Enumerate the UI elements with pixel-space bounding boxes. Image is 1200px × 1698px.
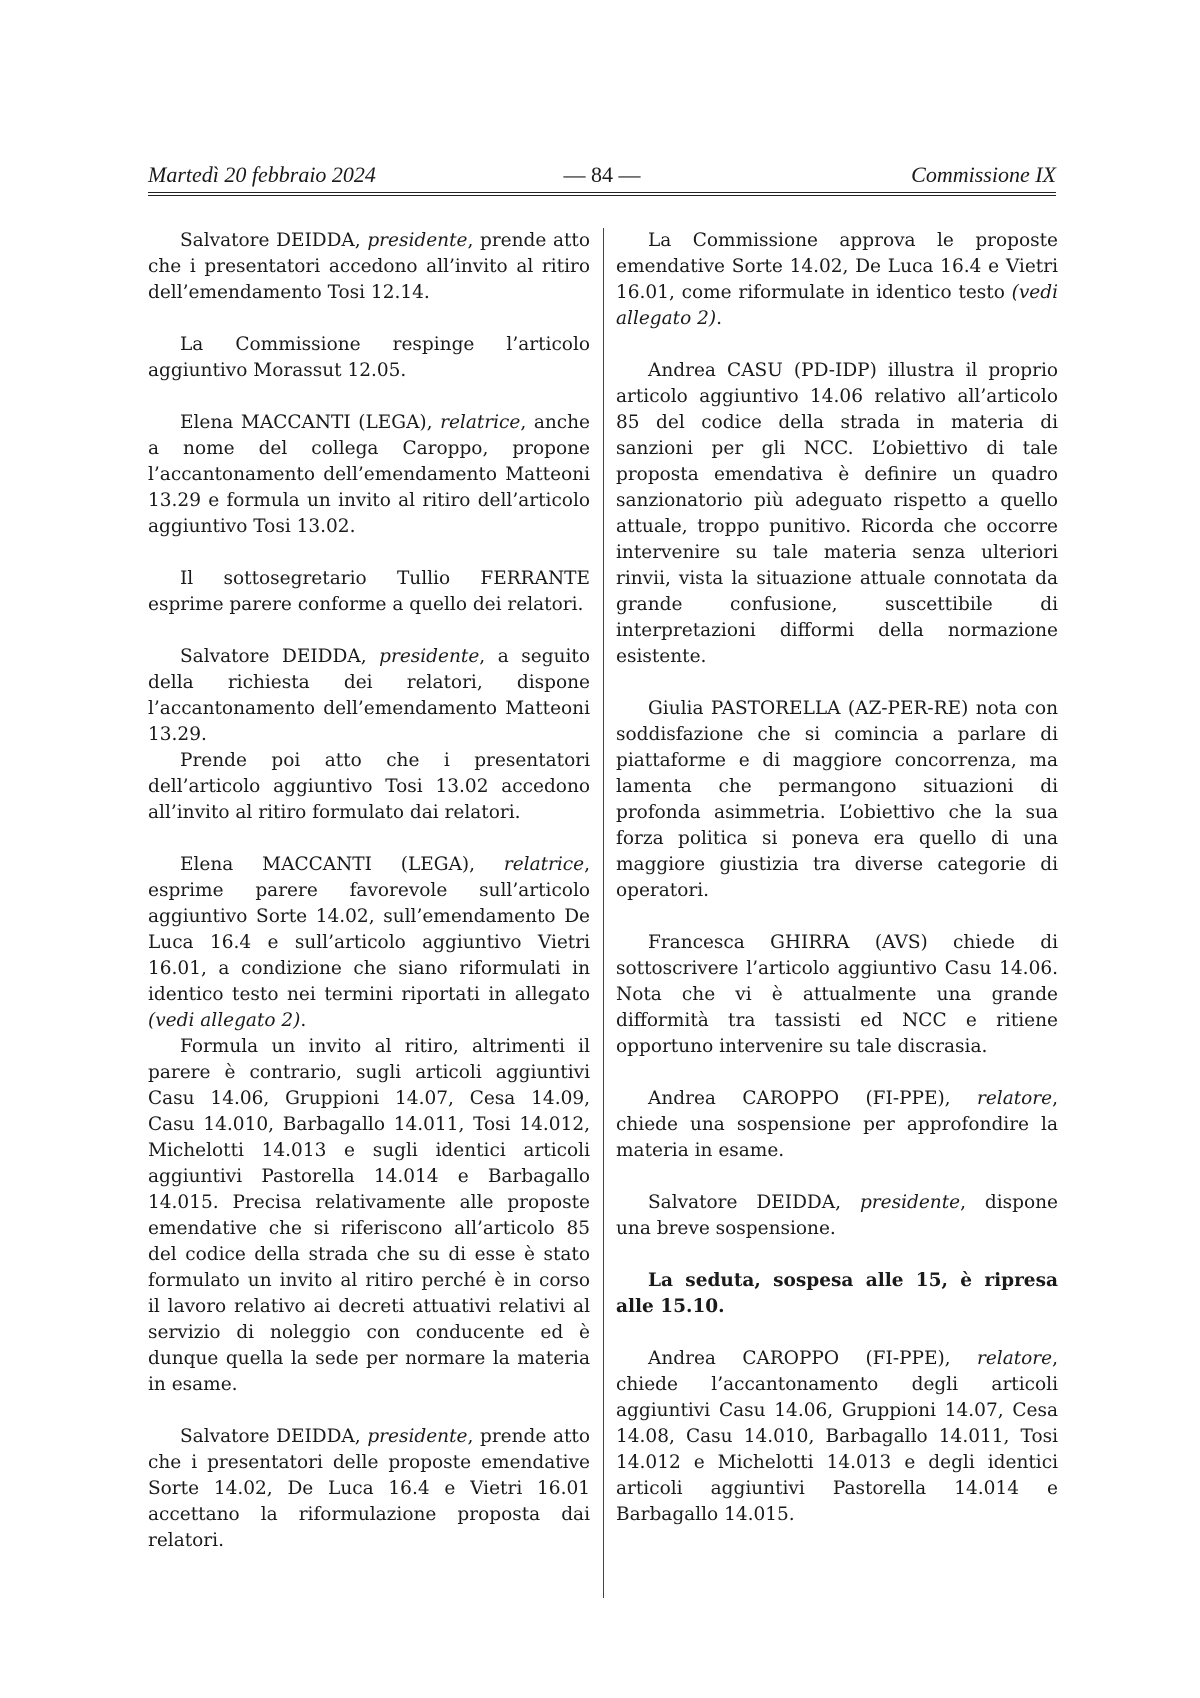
paragraph: La Commissione approva le proposte emendative Sorte 14.02, De Luca 16.4 e Vietri 16.01, come riformulate in identico testo (vedi allegato 2). <box>616 230 1058 329</box>
header-commission: Commissione IX <box>911 162 1056 187</box>
paragraph: Giulia PASTORELLA (AZ-PER-RE) nota con soddisfazione che si comincia a parlare di piattaforme e di maggiore concorrenza, ma lamenta che permangono situazioni di profonda asimmetria. L’obiettivo che la sua forza politica si poneva era quello di una maggiore giustizia tra diverse categorie di operatori. <box>616 698 1058 901</box>
paragraph: Francesca GHIRRA (AVS) chiede di sottoscrivere l’articolo aggiuntivo Casu 14.06. Nota che vi è attualmente una grande difformità tra tassisti ed NCC e ritiene opportuno intervenire su tale discrasia. <box>616 932 1058 1057</box>
header-rule-top <box>148 192 1056 193</box>
paragraph: Salvatore DEIDDA, presidente, prende atto che i presentatori accedono all’invito al ritiro dell’emendamento Tosi 12.14. <box>148 230 590 303</box>
paragraph: Andrea CAROPPO (FI-PPE), relatore, chiede una sospensione per approfondire la materia in esame. <box>616 1088 1058 1161</box>
paragraph: Andrea CAROPPO (FI-PPE), relatore, chiede l’accantonamento degli articoli aggiuntivi Casu 14.06, Gruppioni 14.07, Cesa 14.08, Casu 14.010, Barbagallo 14.011, Tosi 14.012 e Michelotti 14.013 e degli identici articoli aggiuntivi Pastorella 14.014 e Barbagallo 14.015. <box>616 1348 1058 1525</box>
session-note: La seduta, sospesa alle 15, è ripresa alle 15.10. <box>616 1270 1058 1317</box>
header-rule-bottom <box>148 195 1056 196</box>
paragraph: Salvatore DEIDDA, presidente, prende atto che i presentatori delle proposte emendative Sorte 14.02, De Luca 16.4 e Vietri 16.01 accettano la riformulazione proposta dai relatori. <box>148 1426 590 1551</box>
page-header <box>148 162 1056 192</box>
paragraph: Elena MACCANTI (LEGA), relatrice, anche a nome del collega Caroppo, propone l’accantonamento dell’emendamento Matteoni 13.29 e formula un invito al ritiro dell’articolo aggiuntivo Tosi 13.02. <box>148 412 590 537</box>
paragraph: Il sottosegretario Tullio FERRANTE esprime parere conforme a quello dei relatori. <box>148 568 590 615</box>
left-column <box>148 228 590 1580</box>
paragraph: Formula un invito al ritiro, altrimenti il parere è contrario, sugli articoli aggiuntivi Casu 14.06, Gruppioni 14.07, Cesa 14.09, Casu 14.010, Barbagallo 14.011, Tosi 14.012, Michelotti 14.013 e sugli identici articoli aggiuntivi Pastorella 14.014 e Barbagallo 14.015. Precisa relativamente alle proposte emendative che si riferiscono all’articolo 85 del codice della strada che su di esse è stato formulato un invito al ritiro perché è in corso il lavoro relativo ai decreti attuativi relativi al servizio di noleggio con conducente ed è dunque quella la sede per normare la materia in esame. <box>148 1036 590 1395</box>
paragraph: Prende poi atto che i presentatori dell’articolo aggiuntivo Tosi 13.02 accedono all’invito al ritiro formulato dai relatori. <box>148 750 590 823</box>
right-column <box>616 228 1058 1554</box>
column-divider <box>603 228 604 1598</box>
paragraph: Andrea CASU (PD-IDP) illustra il proprio articolo aggiuntivo 14.06 relativo all’articolo 85 del codice della strada in materia di sanzioni per gli NCC. L’obiettivo di tale proposta emendativa è definire un quadro sanzionatorio più adeguato rispetto a quello attuale, troppo punitivo. Ricorda che occorre intervenire su tale materia senza ulteriori rinvii, vista la situazione attuale connotata da grande confusione, suscettibile di interpretazioni difformi della normazione esistente. <box>616 360 1058 667</box>
paragraph: Salvatore DEIDDA, presidente, dispone una breve sospensione. <box>616 1192 1059 1239</box>
paragraph: Elena MACCANTI (LEGA), relatrice, esprime parere favorevole sull’articolo aggiuntivo Sorte 14.02, sull’emendamento De Luca 16.4 e sull’articolo aggiuntivo Vietri 16.01, a condizione che siano riformulati in identico testo nei termini riportati in allegato (vedi allegato 2). <box>148 854 590 1031</box>
paragraph: La Commissione respinge l’articolo aggiuntivo Morassut 12.05. <box>148 334 590 381</box>
header-date: Martedì 20 febbraio 2024 <box>148 162 376 187</box>
page-number: — 84 — <box>563 162 641 187</box>
paragraph: Salvatore DEIDDA, presidente, a seguito della richiesta dei relatori, dispone l’accantonamento dell’emendamento Matteoni 13.29. <box>148 646 590 745</box>
